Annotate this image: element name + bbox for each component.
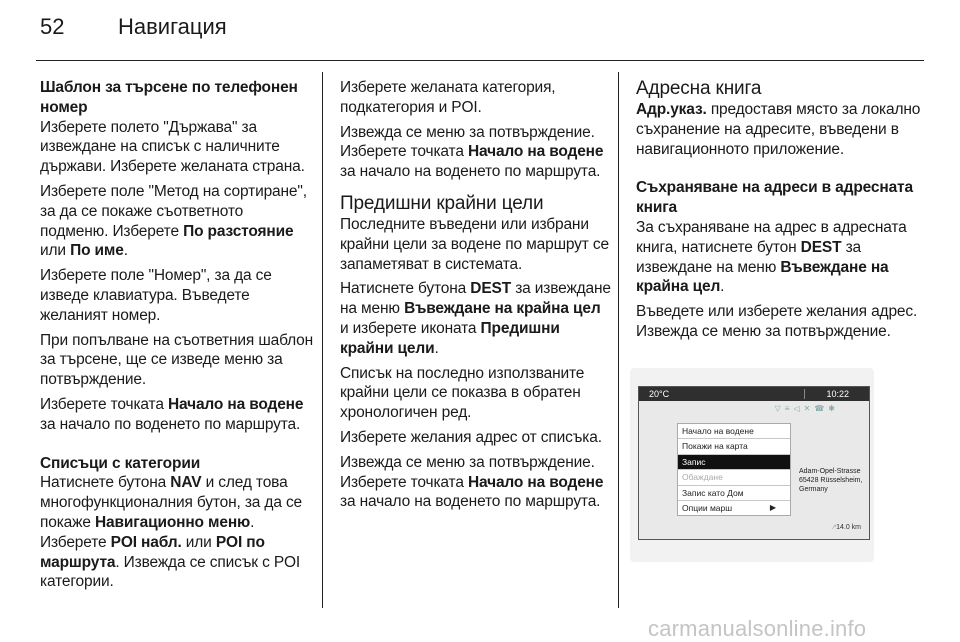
paragraph: Изберете точката Начало на водене за начало по воденето по маршрута. xyxy=(40,395,304,433)
mute-icon: ✕ xyxy=(803,404,815,413)
wifi-icon: ▽ xyxy=(774,404,785,413)
menu-item-call[interactable]: Обаждане xyxy=(678,470,790,485)
destination-address: Adam-Opel-Strasse 65428 Rüsselsheim, Germany xyxy=(799,468,863,493)
menu-item-start-guidance[interactable]: Начало на водене xyxy=(678,424,790,439)
menu-item-show-on-map[interactable]: Покажи на карта xyxy=(678,439,790,454)
paragraph: Изберете желания адрес от списъка. xyxy=(340,428,602,446)
column-divider-1 xyxy=(322,72,323,608)
paragraph: Извежда се меню за потвърждение. Изберете точката Начало на водене за начало на воденето по маршрута. xyxy=(340,453,604,511)
route-icon: ↗ xyxy=(831,524,837,531)
heading-phone-search: Шаблон за търсене по телефонен номер xyxy=(40,79,298,116)
heading-previous-destinations: Предишни крайни цели xyxy=(340,192,544,214)
menu-item-save[interactable]: Запис xyxy=(678,455,790,470)
paragraph: Изберете поле "Метод на сортиране", за да се покаже съответното подменю. Изберете По разстояние или По име. xyxy=(40,182,307,260)
heading-address-book: Адресна книга xyxy=(636,78,762,99)
watermark: carmanualsonline.info xyxy=(648,616,867,641)
paragraph: Изберете желаната категория, подкатегория и POI. xyxy=(340,79,556,116)
page-number: 52 xyxy=(40,14,65,39)
infotainment-screenshot xyxy=(630,368,874,562)
bluetooth-icon: ✱ xyxy=(828,404,839,413)
menu-item-save-as-home[interactable]: Запис като Дом xyxy=(678,486,790,501)
menu-item-route-options[interactable]: Опции марш ▶ xyxy=(678,501,790,515)
heading-save-addresses: Съхраняване на адреси в адресната книга xyxy=(636,179,913,217)
column-1 xyxy=(40,78,315,597)
status-bar xyxy=(639,387,869,401)
phone-icon: ☎ xyxy=(814,404,829,413)
paragraph: Натиснете бутона NAV и след това многофункционалния бутон, за да се покаже Навигационно меню. Изберете POI набл. или POI по маршрута. Извежда се списък с POI категории. xyxy=(40,474,303,591)
column-2 xyxy=(340,78,612,517)
paragraph: Натиснете бутона DEST за извеждане на меню Въвеждане на крайна цел и изберете иконата Предишни крайни цели. xyxy=(340,280,611,357)
paragraph: Изберете поле "Номер", за да се изведе клавиатура. Въведете желаният номер. xyxy=(40,267,272,324)
clock: 10:22 xyxy=(826,389,849,399)
page-header: Навигация xyxy=(118,14,227,39)
paragraph: Списък на последно използваните крайни цели се показва в обратен хронологичен ред. xyxy=(340,364,585,422)
temperature: 20°C xyxy=(649,389,670,399)
confirmation-menu xyxy=(677,423,791,516)
paragraph: Адр.указ. предоставя място за локално съхранение на адресите, въведени в навигационното приложение. xyxy=(636,101,921,158)
column-divider-2 xyxy=(618,72,619,608)
status-separator xyxy=(804,389,805,399)
status-icons xyxy=(775,404,839,413)
paragraph: Последните въведени или избрани крайни цели за водене по маршрут се запаметяват в системата. xyxy=(340,215,609,273)
chevron-right-icon: ▶ xyxy=(769,502,776,512)
signal-icon: ≡ xyxy=(784,404,794,413)
paragraph: За съхраняване на адрес в адресната книга, натиснете бутон DEST за извеждане на меню Въвеждане на крайна цел. xyxy=(636,218,907,296)
distance: 14.0 km xyxy=(836,524,861,531)
column-3 xyxy=(636,78,921,347)
paragraph: Въведете или изберете желания адрес. Извежда се меню за потвърждение. xyxy=(636,303,918,340)
paragraph: При попълване на съответния шаблон за търсене, ще се изведе меню за потвърждение. xyxy=(40,331,314,389)
heading-category-lists: Списъци с категории xyxy=(40,454,201,472)
volume-icon: ◁ xyxy=(793,404,804,413)
paragraph: Изберете полето "Държава" за извеждане на списък с наличните държави. Изберете желаната страна. xyxy=(40,118,305,176)
display-screen xyxy=(638,386,870,540)
paragraph: Извежда се меню за потвърждение. Изберете точката Начало на водене за начало на воденето по маршрута. xyxy=(340,123,604,181)
header-rule xyxy=(36,60,924,61)
